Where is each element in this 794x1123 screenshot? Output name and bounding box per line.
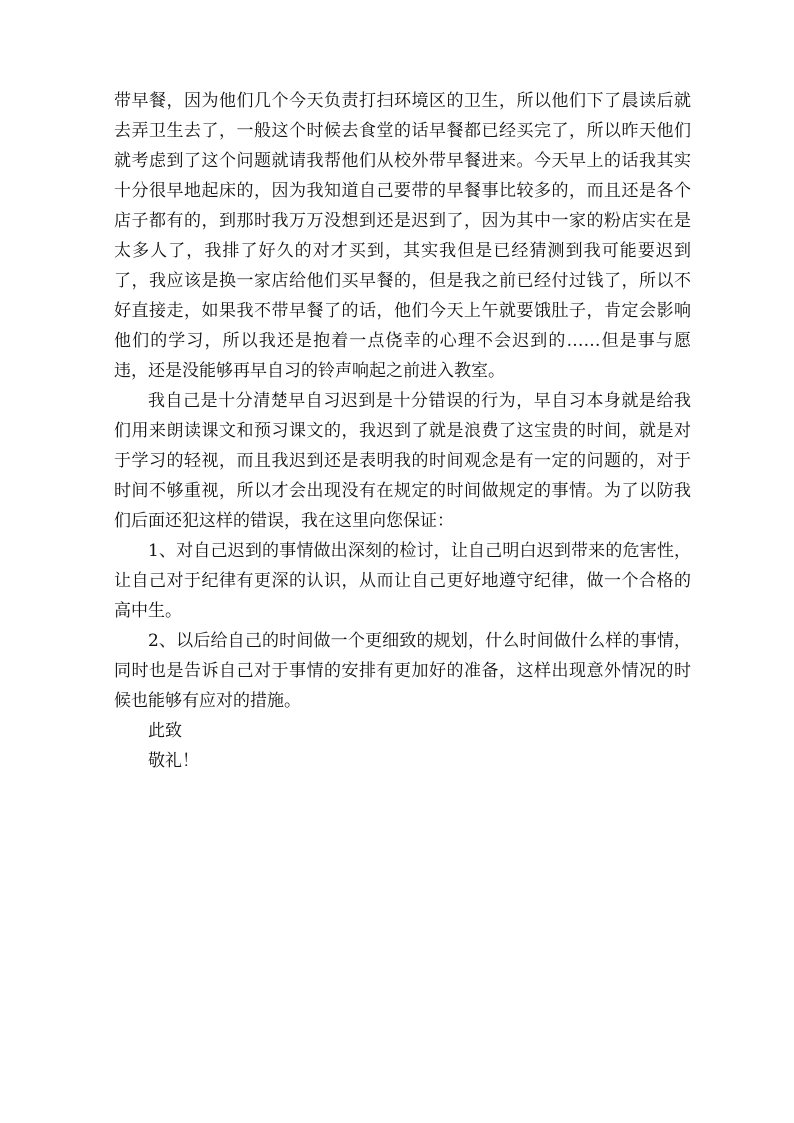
closing-respect: 敬礼！ <box>148 751 199 771</box>
paragraph-reflection: 我自己是十分清楚早自习迟到是十分错误的行为，早自习本身就是给我们用来朗读课文和预习课文的，我迟到了就是浪费了这宝贵的时间，就是对于学习的轻视，而且我迟到还是表明我的时间观念是有一定的问题的，对于时间不够重视，所以才会出现没有在规定的时间做规定的事情。为了以防我们后面还犯这样的错误，我在这里向您保证： <box>114 391 691 531</box>
closing-salutation: 此致 <box>148 721 182 741</box>
letter-body <box>114 86 691 776</box>
paragraph-circumstance: 带早餐，因为他们几个今天负责打扫环境区的卫生，所以他们下了晨读后就去弄卫生去了，一般这个时候去食堂的话早餐都已经买完了，所以昨天他们就考虑到了这个问题就请我帮他们从校外带早餐进来。今天早上的话我其实十分很早地起床的，因为我知道自己要带的早餐事比较多的，而且还是各个店子都有的，到那时我万万没想到还是迟到了，因为其中一家的粉店实在是太多人了，我排了好久的对才买到，其实我但是已经猜测到我可能要迟到了，我应该是换一家店给他们买早餐的，但是我之前已经付过钱了，所以不好直接走，如果我不带早餐了的话，他们今天上午就要饿肚子，肯定会影响他们的学习，所以我还是抱着一点侥幸的心理不会迟到的……但是事与愿违，还是没能够再早自习的铃声响起之前进入教室。 <box>114 91 691 381</box>
paragraph-promise-1: 1、对自己迟到的事情做出深刻的检讨，让自己明白迟到带来的危害性，让自己对于纪律有更深的认识，从而让自己更好地遵守纪律，做一个合格的高中生。 <box>114 541 691 621</box>
paragraph-promise-2: 2、以后给自己的时间做一个更细致的规划，什么时间做什么样的事情，同时也是告诉自己对于事情的安排有更加好的准备，这样出现意外情况的时候也能够有应对的措施。 <box>114 631 691 711</box>
